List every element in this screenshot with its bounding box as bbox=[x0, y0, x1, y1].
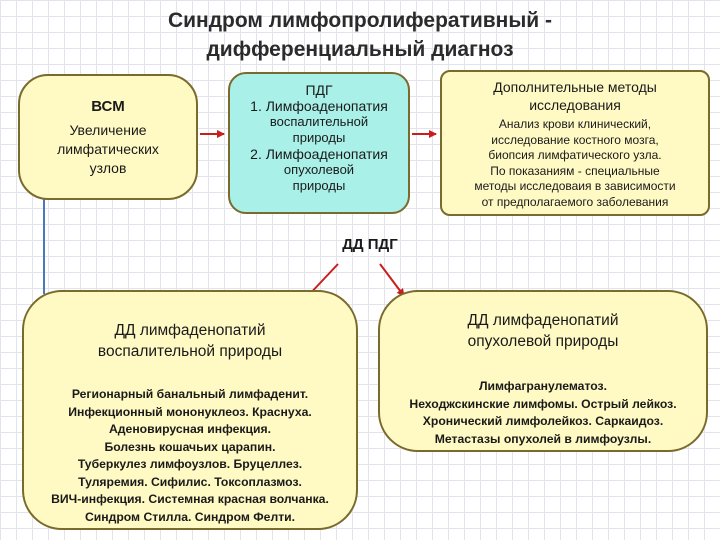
pdg-line: 2. Лимфоаденопатия bbox=[250, 146, 388, 162]
dd-tumor-box bbox=[378, 290, 708, 452]
extra-methods-line: Анализ крови клинический, bbox=[498, 117, 652, 131]
vsm-text bbox=[20, 121, 196, 178]
extra-methods-line: от предполагаемого заболевания bbox=[481, 194, 669, 209]
pdg-heading: ПДГ bbox=[305, 82, 333, 98]
pdg-box bbox=[228, 72, 410, 214]
dd-tumor-item: Лимфагранулематоз. bbox=[479, 379, 607, 393]
pdg-line: воспалительной bbox=[269, 114, 369, 129]
pdg-line: природы bbox=[292, 130, 346, 145]
arrow-dd-to-tumor bbox=[380, 264, 404, 296]
extra-methods-box bbox=[440, 70, 710, 216]
extra-methods-line: исследование костного мозга, bbox=[491, 132, 659, 147]
dd-inflammatory-item: Туляремия. Сифилис. Токсоплазмоз. bbox=[78, 474, 302, 489]
pdg-line: 1. Лимфоаденопатия bbox=[250, 98, 388, 114]
dd-inflammatory-heading-line: ДД лимфаденопатий bbox=[114, 322, 266, 339]
vsm-line: узлов bbox=[89, 160, 127, 176]
dd-inflammatory-item: Болезнь кошачьих царапин. bbox=[104, 439, 276, 454]
dd-inflammatory-item: Синдром Стилла. Синдром Фелти. bbox=[84, 509, 296, 524]
dd-inflammatory-list bbox=[24, 386, 356, 526]
dd-tumor-heading bbox=[380, 310, 706, 352]
dd-tumor-heading-line: опухолевой природы bbox=[467, 333, 619, 350]
vsm-line: Увеличение bbox=[69, 122, 147, 138]
title-line-1: Синдром лимфопролиферативный - bbox=[167, 9, 553, 32]
dd-inflammatory-item: Туберкулез лимфоузлов. Бруцеллез. bbox=[77, 457, 303, 471]
dd-inflammatory-item: Регионарный банальный лимфаденит. bbox=[71, 387, 309, 401]
dd-inflammatory-item: ВИЧ-инфекция. Системная красная волчанка. bbox=[51, 492, 329, 506]
title-line-2: дифференциальный диагноз bbox=[206, 38, 514, 61]
extra-methods-heading-line: исследования bbox=[529, 97, 621, 113]
dd-inflammatory-item: Аденовирусная инфекция. bbox=[109, 422, 271, 436]
dd-tumor-heading-line: ДД лимфаденопатий bbox=[467, 312, 619, 329]
pdg-line: опухолевой bbox=[283, 162, 355, 177]
vsm-line: лимфатических bbox=[57, 141, 159, 157]
extra-methods-heading-line: Дополнительные методы bbox=[493, 79, 657, 95]
vsm-heading: ВСМ bbox=[91, 98, 125, 115]
dd-tumor-item: Метастазы опухолей в лимфоузлы. bbox=[434, 431, 652, 446]
dd-tumor-item: Неходжскинские лимфомы. Острый лейкоз. bbox=[409, 396, 677, 411]
dd-inflammatory-item: Инфекционный мононуклеоз. Краснуха. bbox=[68, 404, 312, 419]
dd-inflammatory-box bbox=[22, 290, 358, 530]
dd-inflammatory-heading bbox=[24, 320, 356, 362]
extra-methods-line: методы исследоваия в зависимости bbox=[474, 179, 676, 193]
extra-methods-heading bbox=[442, 78, 708, 114]
dd-pdg-label: ДД ПДГ bbox=[342, 236, 398, 253]
extra-methods-line: биопсия лимфатического узла. bbox=[488, 148, 662, 162]
extra-methods-text bbox=[442, 117, 708, 210]
dd-tumor-list bbox=[380, 378, 706, 448]
dd-inflammatory-heading-line: воспалительной природы bbox=[97, 343, 283, 360]
dd-tumor-item: Хронический лимфолейкоз. Саркаидоз. bbox=[422, 414, 664, 428]
vsm-box bbox=[18, 74, 198, 200]
pdg-line: природы bbox=[292, 178, 346, 193]
extra-methods-line: По показаниям - специальные bbox=[490, 163, 660, 178]
